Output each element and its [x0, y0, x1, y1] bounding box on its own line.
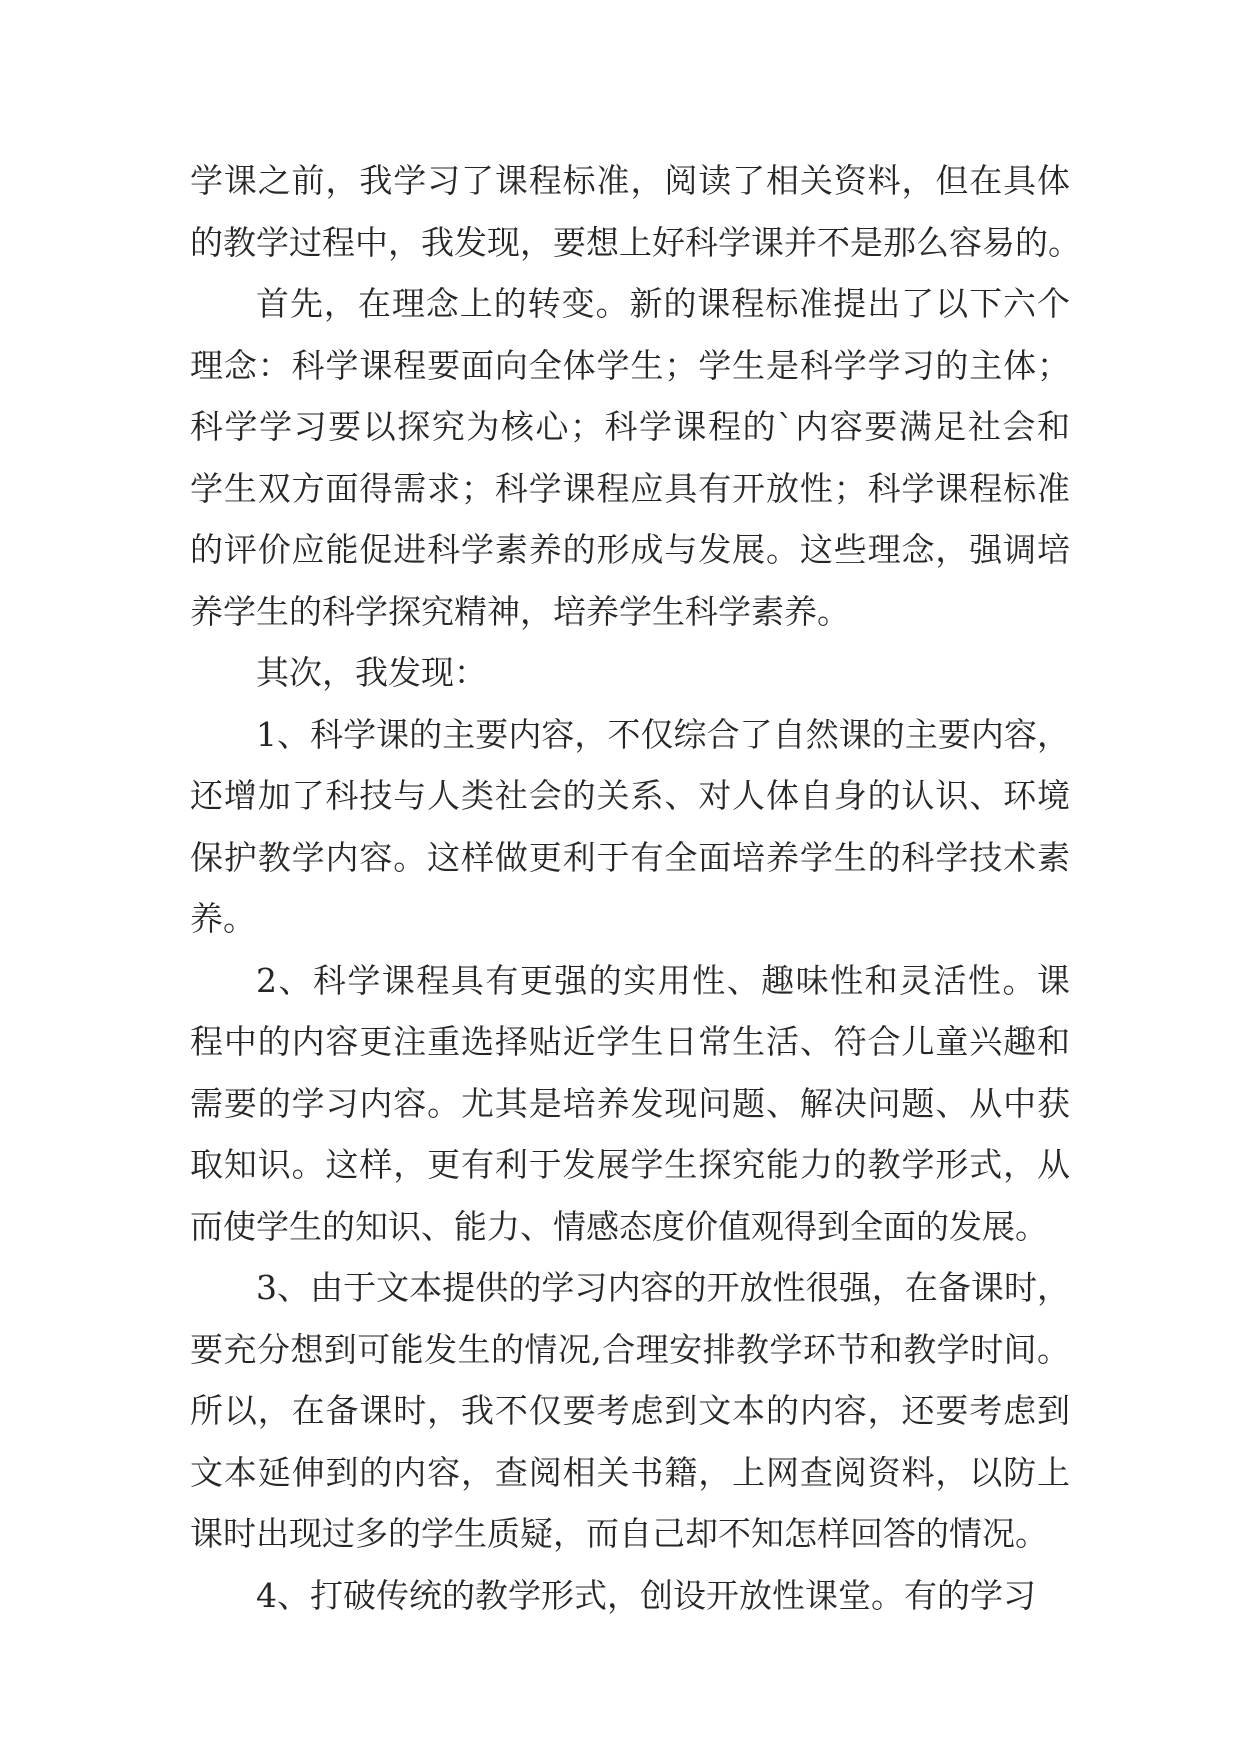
- list-item-3-line: 3、由于文本提供的学习内容的开放性很强，在备课时，: [256, 1268, 1070, 1307]
- text-line: 而使学生的知识、能力、情感态度价值观得到全面的发展。: [190, 1206, 1048, 1246]
- text-line: 养学生的科学探究精神，培养学生科学素养。: [190, 591, 850, 631]
- text-line: 文本延伸到的内容，查阅相关书籍，上网查阅资料，以防上: [190, 1452, 1070, 1492]
- list-item-2-line: 2、科学课程具有更强的实用性、趣味性和灵活性。课: [256, 960, 1070, 1000]
- text-line: 养。: [190, 899, 256, 938]
- text-line: 要充分想到可能发生的情况,合理安排教学环节和教学时间。: [190, 1329, 1070, 1369]
- body-text: [190, 150, 1081, 1626]
- text-line: 程中的内容更注重选择贴近学生日常生活、符合儿童兴趣和: [190, 1022, 1070, 1061]
- text-line: 学课之前，我学习了课程标准，阅读了相关资料，但在具体: [190, 161, 1070, 200]
- list-item-4-line: 4、打破传统的教学形式，创设开放性课堂。有的学习: [256, 1575, 1036, 1615]
- list-item-1-line: 1、科学课的主要内容，不仅综合了自然课的主要内容，: [256, 714, 1070, 754]
- text-line: 取知识。这样，更有利于发展学生探究能力的教学形式，从: [190, 1145, 1070, 1184]
- text-line: 保护教学内容。这样做更利于有全面培养学生的科学技术素: [190, 837, 1070, 877]
- text-line: 理念：科学课程要面向全体学生；学生是科学学习的主体；: [190, 345, 1070, 385]
- text-line: 的教学过程中，我发现，要想上好科学课并不是那么容易的。: [190, 222, 1081, 262]
- text-line: 学生双方面得需求；科学课程应具有开放性；科学课程标准: [190, 468, 1070, 508]
- text-line: 需要的学习内容。尤其是培养发现问题、解决问题、从中获: [190, 1083, 1070, 1123]
- paragraph-first-line: 其次，我发现：: [256, 653, 487, 692]
- paragraph-first-line: 首先，在理念上的转变。新的课程标准提出了以下六个: [256, 284, 1070, 323]
- text-line: 还增加了科技与人类社会的关系、对人体自身的认识、环境: [190, 776, 1070, 815]
- text-line: 科学学习要以探究为核心；科学课程的`内容要满足社会和: [190, 407, 1070, 446]
- text-line: 的评价应能促进科学素养的形成与发展。这些理念，强调培: [190, 530, 1070, 569]
- text-line: 所以，在备课时，我不仅要考虑到文本的内容，还要考虑到: [190, 1391, 1070, 1430]
- text-line: 课时出现过多的学生质疑，而自己却不知怎样回答的情况。: [190, 1514, 1048, 1553]
